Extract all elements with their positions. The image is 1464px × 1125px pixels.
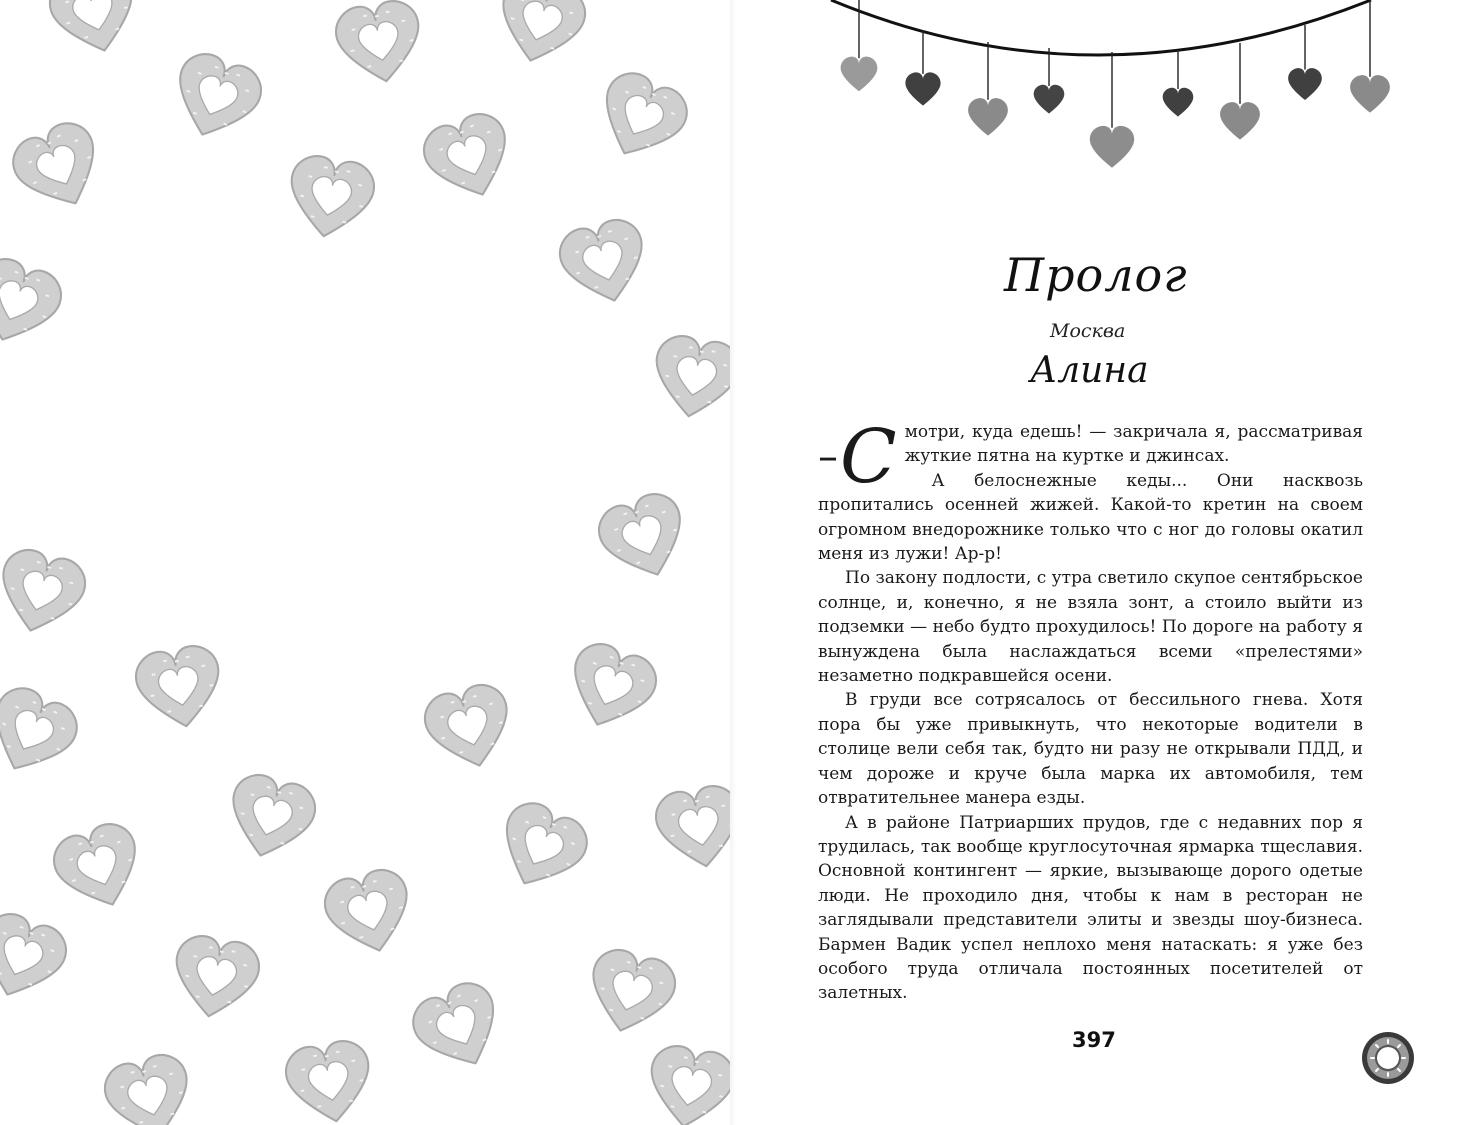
garland-heart-icon [1090,52,1134,168]
garland-heart-icon [1288,25,1322,100]
heart-donut-icon [490,0,590,71]
heart-donut-icon [0,680,85,786]
garland-heart-icon [905,30,940,106]
paragraph: По закону подлости, с утра светило скупое сентябрьское солнце, и, конечно, я не взяла зонт, а стоило выйти из подземки — небо будто прохудилось! По дороге на работу я вынуждена была наслаждаться всеми «прелестями» незаметно подкравшейся осени. [818,568,1363,687]
chapter-title: Пролог [1004,248,1188,302]
heart-donut-icon [580,944,680,1041]
heart-donut-icon [283,152,378,243]
heart-donut-icon [587,65,695,171]
body-text [818,414,1363,1006]
heart-donut-icon [487,795,595,901]
heart-donut-icon [652,782,732,873]
heart-donut-icon [220,769,320,866]
paragraph-text: мотри, куда едешь! — закричала я, рассматривая жуткие пятна на куртке и джинсах. [904,422,1363,467]
drop-cap [818,414,897,500]
right-page [736,0,1464,1125]
heart-donut-icon [332,0,427,88]
heart-garland-icon [736,0,1464,200]
garland-heart-icon [1163,50,1194,117]
heart-donut-icon [99,1049,199,1125]
heart-donut-icon [164,47,269,149]
heart-donut-icon [643,1042,732,1125]
heart-donut-icon [648,332,732,423]
heart-donut-icon [168,932,263,1023]
page-number: 397 [1072,1028,1116,1052]
chapter-location: Москва [1050,320,1126,342]
drop-cap-letter: С [840,414,897,500]
paragraph: А белоснежные кеды... Они насквозь пропитались осенней жижей. Какой-то кретин на своем огромном внедорожнике только что с ног до головы окатил меня из лужи! Ар-р! [818,470,1363,565]
heart-donut-icon [405,975,513,1081]
garland-heart-icon [1220,43,1260,140]
paragraph: А в районе Патриарших прудов, где с недавних пор я трудилась, так вообще круглосуточная ярмарка тщеславия. Основной контингент — яркие, вызывающе дорого одетые люди. Не проходило дня, чтобы к нам в ресторан не заглядывали представители элиты и звезды шоу-бизнеса. Бармен Вадик успел неплохо меня натаскать: я уже без особого труда отличала постоянных посетителей от залетных. [818,812,1363,1004]
garland-heart-icon [1034,48,1065,114]
heart-donut-icon [5,115,113,221]
narrator-heading: Алина [1030,350,1149,391]
heart-donut-icon [592,487,697,589]
garland-heart-icon [968,42,1008,136]
heart-donut-icon [44,0,144,61]
heart-donut-icon [0,544,91,641]
heart-donut-icon [559,637,664,739]
heart-donut-icon [554,214,654,311]
donut-icon [1360,1030,1416,1086]
heart-donut-icon [132,642,227,733]
drop-cap-dash: – [818,434,838,480]
heart-donut-icon [282,1037,377,1125]
paragraph [818,414,1363,500]
heart-donut-icon [47,817,152,919]
heart-donut-icon [417,107,522,209]
heart-donut-icon [0,252,68,354]
heart-donut-icon [419,679,519,776]
heart-donut-icon [319,864,419,961]
garland-heart-icon [1350,0,1390,113]
paragraph: В груди все сотрясалось от бессильного гнева. Хотя пора бы уже привыкнуть, что некоторые водители в столице вели себя так, будто ни разу не открывали ПДД, и чем дороже и круче была марка их автомобиля, тем отвратительнее манера езды. [818,690,1363,809]
garland-heart-icon [841,0,878,91]
heart-donut-icon [0,907,73,1009]
